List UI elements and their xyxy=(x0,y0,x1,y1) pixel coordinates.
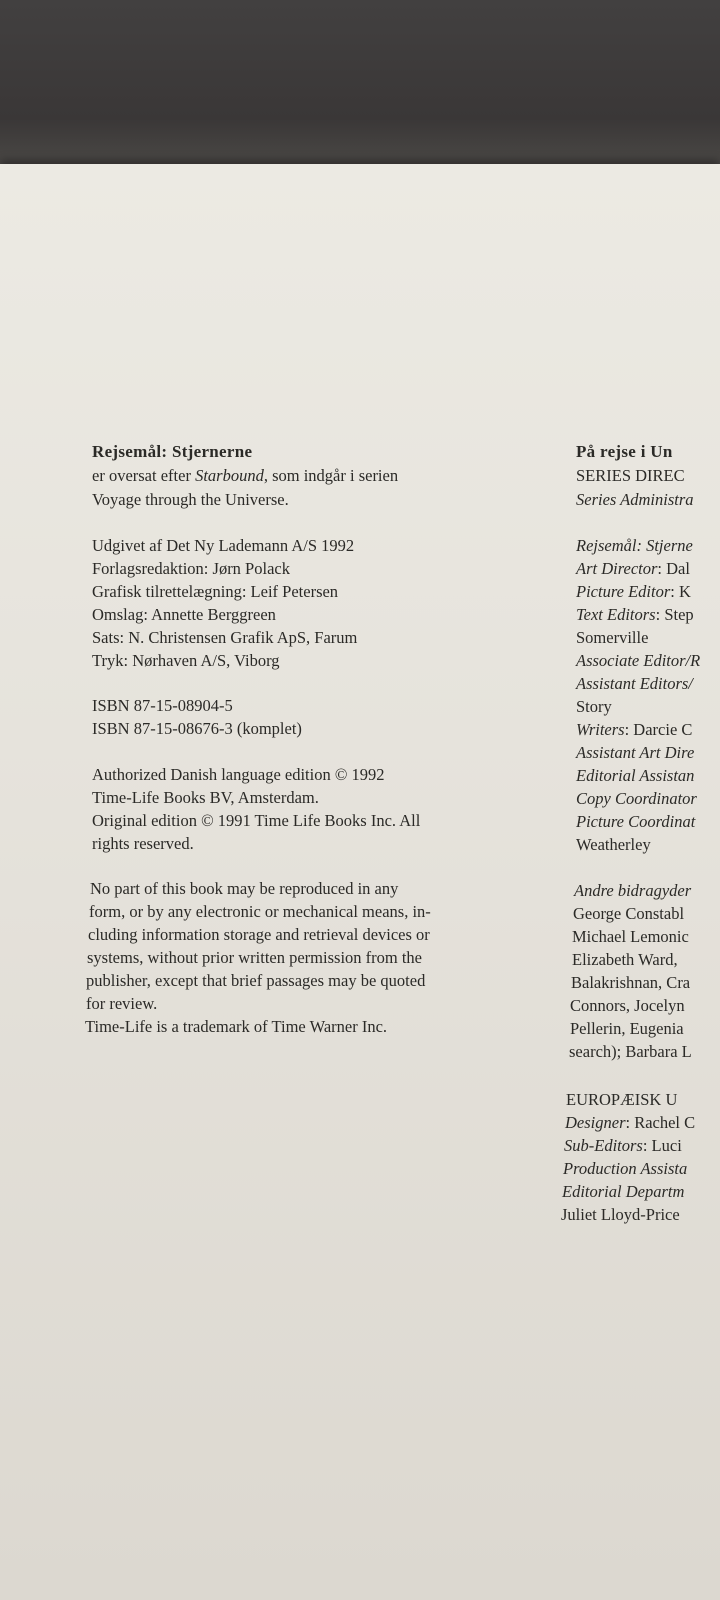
translation-note: er oversat efter Starbound, som indgår i serien xyxy=(92,466,399,485)
book-title: Rejsemål: Stjernerne xyxy=(92,442,253,461)
european-staff-line: Designer: Rachel C xyxy=(565,1113,696,1132)
publisher-line: Omslag: Annette Berggreen xyxy=(92,605,276,624)
series-name: Voyage through the Universe. xyxy=(92,490,289,509)
contributors-label: Andre bidragyder xyxy=(574,881,692,900)
publisher-line: Forlagsredaktion: Jørn Polack xyxy=(92,559,290,578)
staff-line: Writers: Darcie C xyxy=(576,720,693,739)
notice-line: for review. xyxy=(86,994,158,1013)
contributor-line: Elizabeth Ward, xyxy=(572,950,678,969)
staff-line: Picture Coordinat xyxy=(576,812,696,831)
staff-line: Text Editors: Step xyxy=(576,605,694,624)
rights-line: Authorized Danish language edition © 1992 xyxy=(92,765,385,784)
staff-line: Art Director: Dal xyxy=(576,559,690,578)
european-staff-line: Production Assista xyxy=(563,1159,688,1178)
contributor-line: Pellerin, Eugenia xyxy=(570,1019,684,1038)
series-title: På rejse i Un xyxy=(576,442,673,461)
rights-line: Original edition © 1991 Time Life Books Inc. All xyxy=(92,811,421,830)
publisher-line: Grafisk tilrettelægning: Leif Petersen xyxy=(92,582,339,601)
isbn-line: ISBN 87-15-08676-3 (komplet) xyxy=(92,719,302,738)
staff-line: Associate Editor/R xyxy=(576,651,701,670)
contributor-line: search); Barbara L xyxy=(569,1042,692,1061)
notice-line: publisher, except that brief passages may be quoted xyxy=(86,971,426,990)
staff-line: Somerville xyxy=(576,628,649,647)
staff-line: Rejsemål: Stjerne xyxy=(576,536,693,555)
notice-line: systems, without prior written permission from the xyxy=(87,948,423,967)
european-staff-line: Sub-Editors: Luci xyxy=(564,1136,682,1155)
isbn-line: ISBN 87-15-08904-5 xyxy=(92,696,233,715)
contributor-line: George Constabl xyxy=(573,904,685,923)
european-heading: EUROPÆISK U xyxy=(566,1090,678,1109)
staff-line: Weatherley xyxy=(576,835,651,854)
contributor-line: Michael Lemonic xyxy=(572,927,689,946)
notice-line: No part of this book may be reproduced in any xyxy=(90,879,399,898)
european-staff-line: Juliet Lloyd-Price xyxy=(561,1205,680,1224)
staff-line: Editorial Assistan xyxy=(576,766,695,785)
rights-line: Time-Life Books BV, Amsterdam. xyxy=(92,788,319,807)
staff-line: Assistant Art Dire xyxy=(576,743,695,762)
staff-line: Picture Editor: K xyxy=(576,582,691,601)
staff-line: Assistant Editors/ xyxy=(576,674,693,693)
series-administrator: Series Administra xyxy=(576,490,694,509)
contributor-line: Balakrishnan, Cra xyxy=(571,973,691,992)
staff-line: Story xyxy=(576,697,612,716)
series-director: SERIES DIREC xyxy=(576,466,685,485)
publisher-line: Tryk: Nørhaven A/S, Viborg xyxy=(92,651,280,670)
publisher-line: Udgivet af Det Ny Lademann A/S 1992 xyxy=(92,536,355,555)
publisher-line: Sats: N. Christensen Grafik ApS, Farum xyxy=(92,628,358,647)
staff-line: Copy Coordinator xyxy=(576,789,697,808)
european-staff-line: Editorial Departm xyxy=(562,1182,685,1201)
rights-line: rights reserved. xyxy=(92,834,194,853)
notice-line: form, or by any electronic or mechanical means, in- xyxy=(89,902,431,921)
contributor-line: Connors, Jocelyn xyxy=(570,996,685,1015)
trademark-line: Time-Life is a trademark of Time Warner Inc. xyxy=(85,1017,388,1036)
notice-line: cluding information storage and retrieval devices or xyxy=(88,925,430,944)
